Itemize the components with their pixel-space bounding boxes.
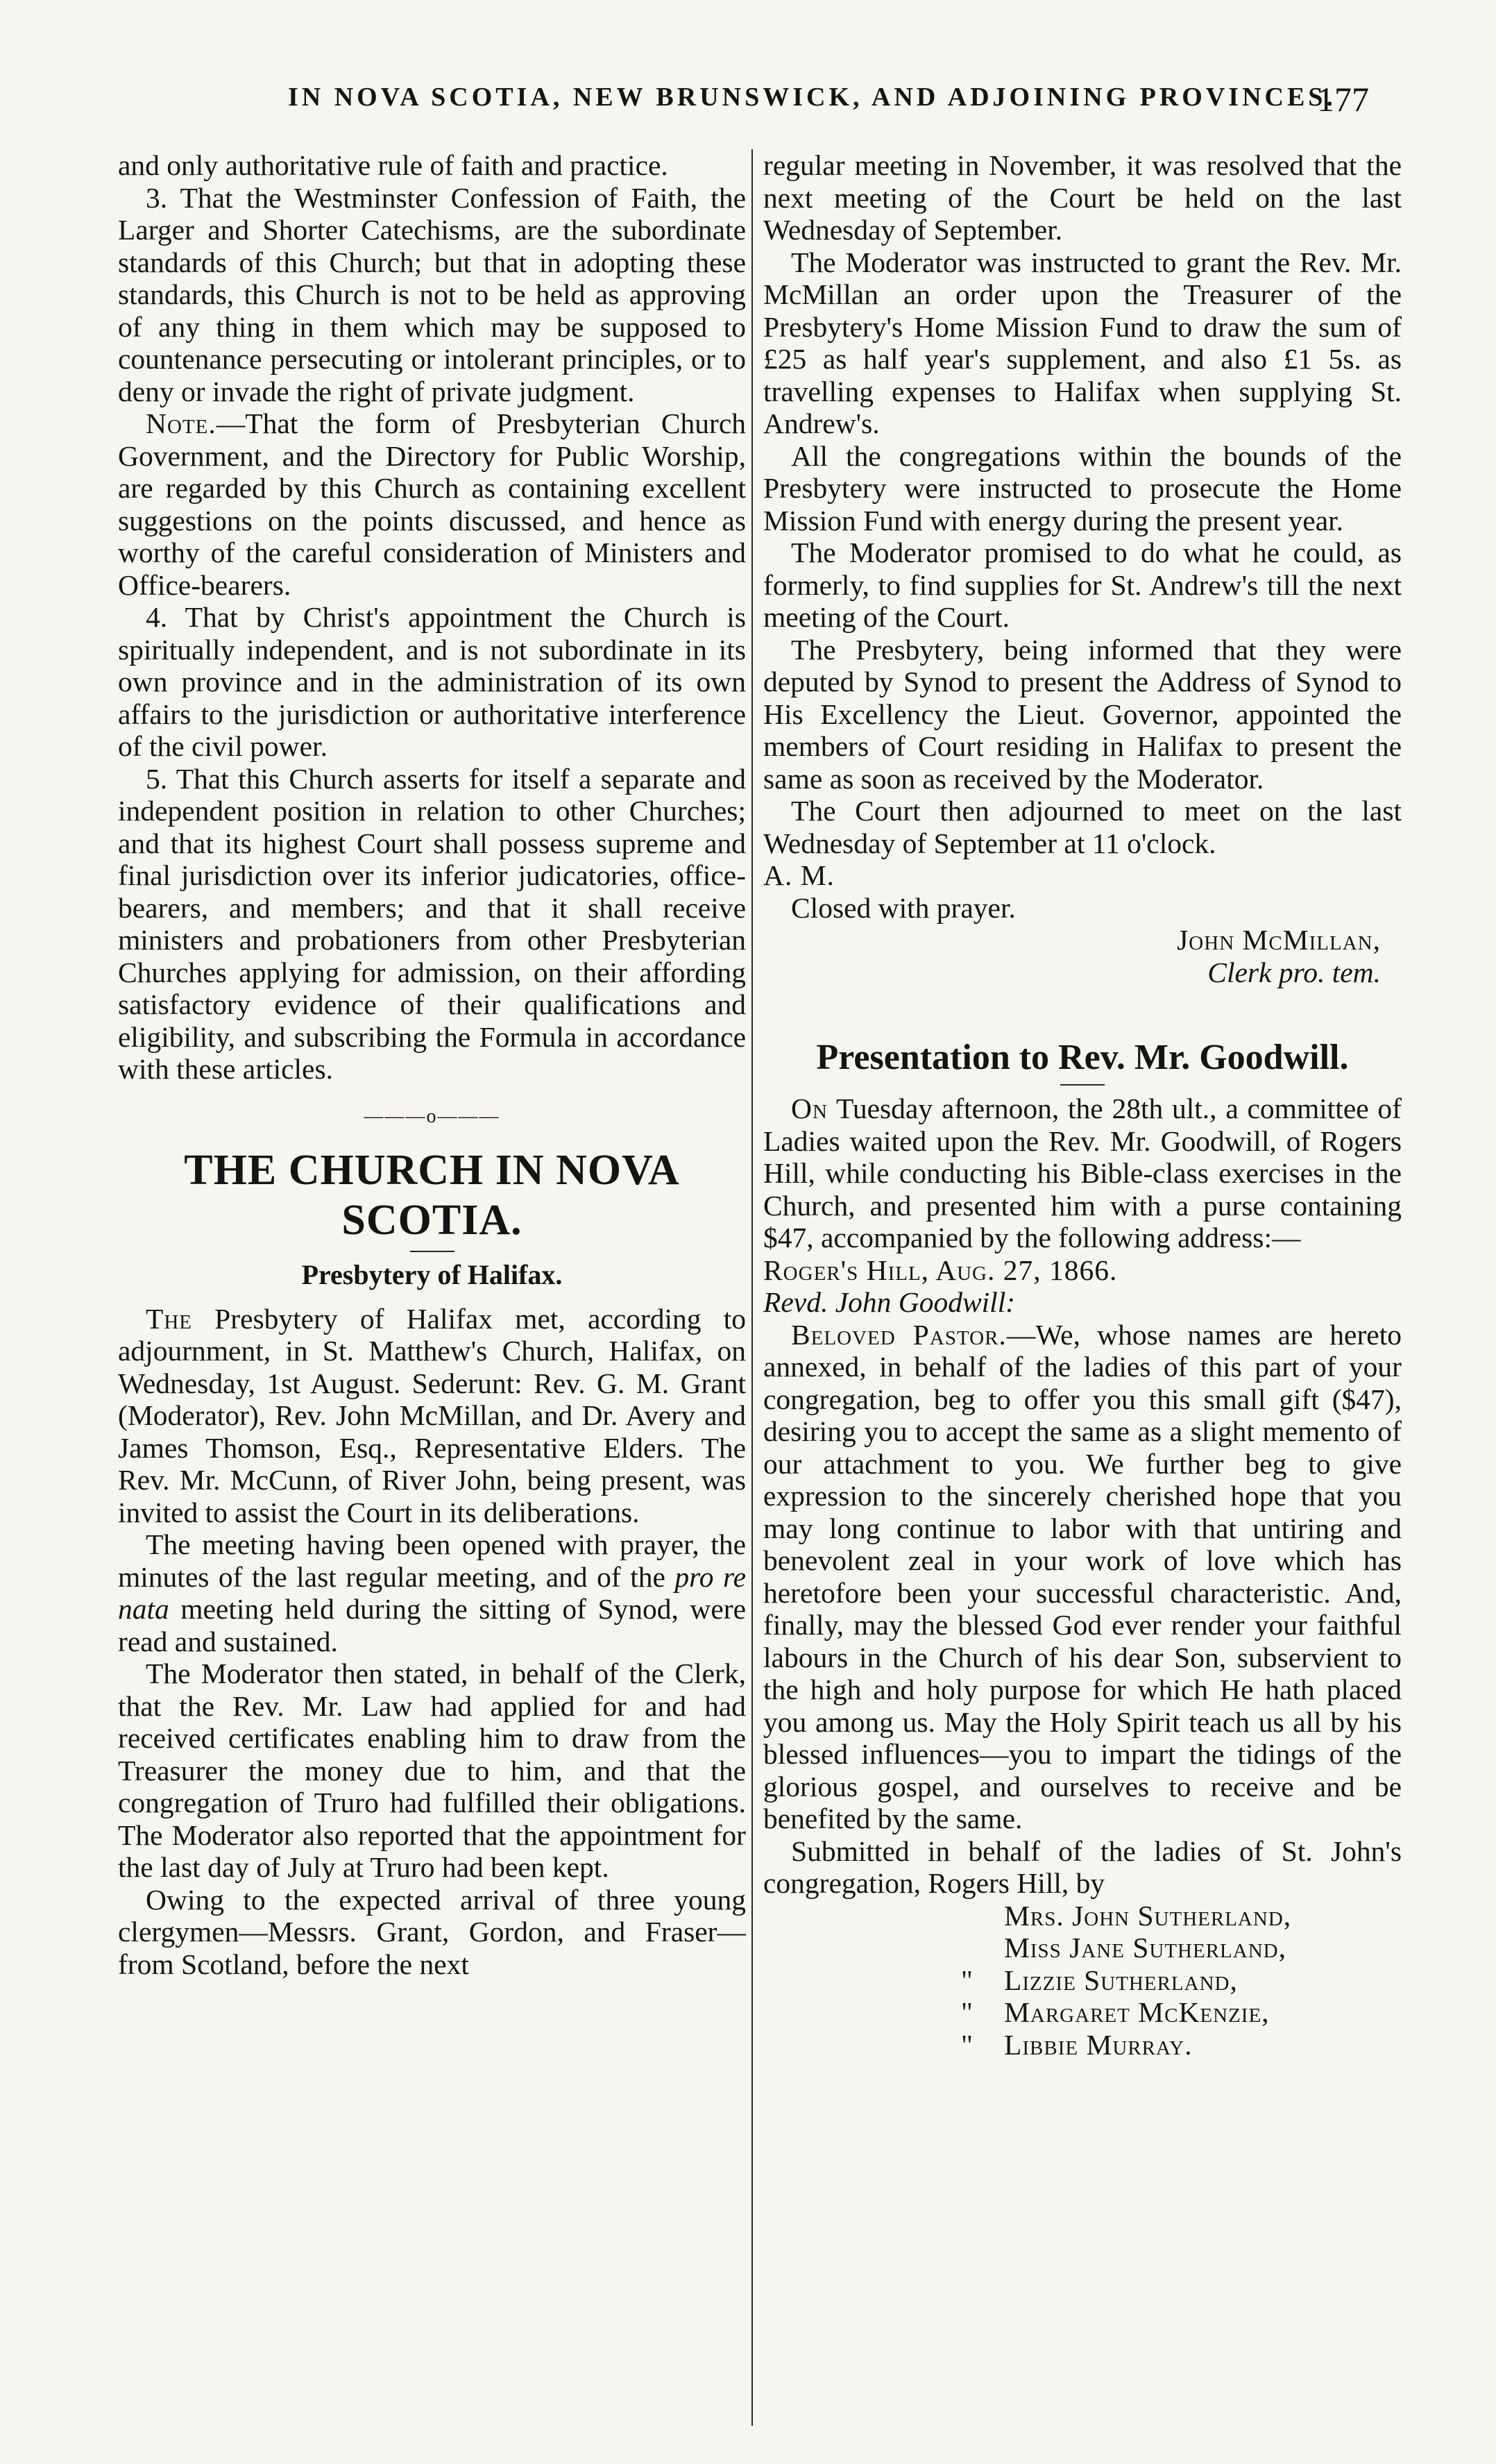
ditto-mark: ": [961, 1996, 974, 2028]
left-column: [118, 149, 746, 1980]
column-divider: [751, 149, 753, 2426]
lead-words: Beloved Pastor.: [791, 1318, 1007, 1351]
section-title: THE CHURCH IN NOVA SCOTIA.: [184, 1147, 680, 1244]
paragraph: The Moderator promised to do what he could, as formerly, to find supplies for St. Andrew's till the next meeting of the Court.: [763, 537, 1402, 633]
signatory: Miss Jane Sutherland,: [1004, 1932, 1286, 1964]
lead-word: On: [791, 1092, 828, 1124]
paragraph: [763, 1092, 1402, 1254]
note-text: —That the form of Presbyterian Church Government, and the Directory for Public Worship, are regarded by this Church as containing excellent suggestions on the points discussed, and hence as worthy of the careful consideration of Ministers and Office-bearers.: [118, 407, 746, 601]
article-5: 5. That this Church asserts for itself a separate and independent position in relation to other Churches; and that its highest Court shall possess supreme and final jurisdiction over its inferior judicatories, office-bearers, and members; and that it shall receive ministers and probationers from other Presbyterian Churches applying for admission, on their affording satisfactory evidence of their qualifications and eligibility, and subscribing the Formula in accordance with these articles.: [118, 762, 746, 1085]
date-line: Roger's Hill, Aug. 27, 1866.: [763, 1254, 1118, 1286]
article-3: 3. That the Westminster Confession of Faith, the Larger and Shorter Catechisms, are the subordinate standards of this Church; but that in adopting these standards, this Church is not to be held as approving of any thing in them which may be supposed to countenance persecuting or intolerant principles, or to deny or invade the right of private judgment.: [118, 181, 746, 407]
paragraph: [118, 1303, 746, 1529]
paragraph: Submitted in behalf of the ladies of St. John's congregation, Rogers Hill, by: [763, 1834, 1402, 1899]
presentation-title: Presentation to Rev. Mr. Goodwill.: [816, 1038, 1349, 1077]
article-4: 4. That by Christ's appointment the Church is spiritually independent, and is not subordinate in its own province and in the administration of its own affairs to the jurisdiction or authoritative interference of the civil power.: [118, 601, 746, 762]
signatories: [961, 1900, 1402, 2061]
paragraph: The Moderator then stated, in behalf of the Clerk, that the Rev. Mr. Law had applied for and had received certificates enabling him to draw from the Treasurer the money due to him, and that the congregation of Truro had fulfilled their obligations. The Moderator also reported that the appointment for the last day of July at Truro had been kept.: [118, 1657, 746, 1883]
signer-role: Clerk pro. tem.: [1207, 956, 1381, 988]
running-title: IN NOVA SCOTIA, NEW BRUNSWICK, AND ADJOINING PROVINCES.: [288, 83, 1336, 112]
paragraph: The Presbytery, being informed that they were deputed by Synod to present the Address of Synod to His Excellency the Lieut. Governor, appointed the members of Court residing in Halifax to present the same as soon as received by the Moderator.: [763, 633, 1402, 795]
page-number: 177: [1317, 80, 1369, 119]
address-paragraph: [763, 1319, 1402, 1835]
latin-phrase: pro re nata: [118, 1560, 747, 1625]
paragraph-text: —We, whose names are hereto annexed, in behalf of the ladies of this part of your congregation, beg to offer you this small gift ($47), desiring you to accept the same as a slight memento of our attachment to you. We further beg to give expression to the sincerely cherished hope that you may long continue to labor with that untiring and benevolent zeal in your work of love which has heretofore been your successful characteristic. And, finally, may the blessed God ever render your faithful labours in the Church of his dear Son, subservient to the high and holy purpose for which He hath placed you among us. May the Holy Spirit teach us all by his blessed influences—you to impart the tidings of the glorious gospel, and ourselves to receive and be benefited by the same.: [763, 1318, 1402, 1834]
sub-title: Presbytery of Halifax.: [301, 1259, 563, 1290]
paragraph: The Court then adjourned to meet on the last Wednesday of September at 11 o'clock.: [763, 795, 1402, 859]
lead-word: The: [146, 1302, 193, 1335]
separator: ———o———: [364, 1105, 500, 1127]
paragraph: The Moderator was instructed to grant the Rev. Mr. McMillan an order upon the Treasurer of the Presbytery's Home Mission Fund to draw the sum of £25 as half year's supplement, and also £1 5s. as travelling expenses to Halifax when supplying St. Andrew's.: [763, 246, 1402, 439]
paragraph: regular meeting in November, it was resolved that the next meeting of the Court be held on the last Wednesday of September.: [763, 149, 1402, 246]
salutation: Revd. John Goodwill:: [763, 1286, 1016, 1318]
running-head: [0, 82, 1496, 124]
note-label: Note.: [146, 407, 216, 439]
signatory: " Lizzie Sutherland,: [961, 1964, 1238, 1996]
paragraph-text: Tuesday afternoon, the 28th ult., a committee of Ladies waited upon the Rev. Mr. Goodwill, of Rogers Hill, while conducting his Bible-class exercises in the Church, and presented him with a purse containing $47, accompanied by the following address:—: [763, 1092, 1402, 1254]
signer-name: John McMillan,: [1177, 924, 1381, 956]
ditto-mark: ": [961, 2028, 974, 2061]
right-column: [763, 149, 1402, 2061]
title-rule: [1060, 1084, 1105, 1086]
signatory: Mrs. John Sutherland,: [1004, 1899, 1292, 1932]
paragraph-text: Presbytery of Halifax met, according to adjournment, in St. Matthew's Church, Halifax, on Wednesday, 1st August. Sederunt: Rev. G. M. Grant (Moderator), Rev. John McMillan, and Dr. Avery and James Thomson, Esq., Representative Elders. The Rev. Mr. McCunn, of River John, being present, was invited to assist the Court in its deliberations.: [118, 1302, 746, 1528]
paragraph: Owing to the expected arrival of three young clergymen—Messrs. Grant, Gordon, and Fraser—from Scotland, before the next: [118, 1883, 746, 1980]
ditto-mark: ": [961, 1964, 974, 1996]
signatory: " Libbie Murray.: [961, 2028, 1193, 2061]
paragraph-text: The meeting having been opened with prayer, the minutes of the last regular meeting, and of the: [118, 1528, 746, 1593]
paragraph-text: meeting held during the sitting of Synod, were read and sustained.: [118, 1593, 746, 1657]
title-rule: [410, 1251, 454, 1252]
closing-line: Closed with prayer.: [791, 891, 1016, 924]
signatory: " Margaret McKenzie,: [961, 1996, 1270, 2028]
note-paragraph: [118, 407, 746, 601]
paragraph: [118, 1528, 746, 1657]
time-suffix: A. M.: [763, 859, 835, 891]
paragraph: All the congregations within the bounds of the Presbytery were instructed to prosecute the Home Mission Fund with energy during the present year.: [763, 439, 1402, 537]
paragraph: and only authoritative rule of faith and practice.: [118, 149, 668, 181]
